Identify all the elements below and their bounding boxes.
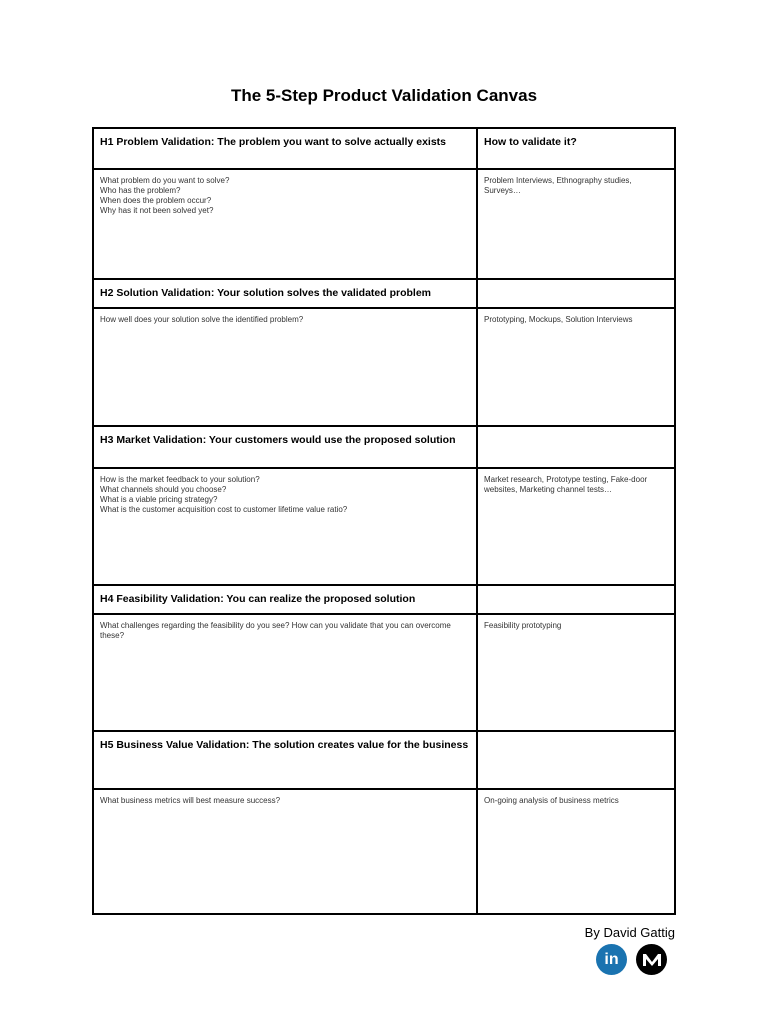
validation-methods: Prototyping, Mockups, Solution Interviews xyxy=(477,308,675,426)
section-header-row xyxy=(93,279,675,308)
section-heading: H5 Business Value Validation: The solution creates value for the business xyxy=(93,731,477,789)
section-heading: H3 Market Validation: Your customers would use the proposed solution xyxy=(93,426,477,468)
section-heading: H1 Problem Validation: The problem you want to solve actually exists xyxy=(93,128,477,169)
method-heading xyxy=(477,585,675,614)
section-body-row xyxy=(93,468,675,585)
validation-methods: Market research, Prototype testing, Fake-door websites, Marketing channel tests… xyxy=(477,468,675,585)
guiding-questions: How is the market feedback to your solution? What channels should you choose? What is a viable pricing strategy? What is the customer acquisition cost to customer lifetime value ratio? xyxy=(93,468,477,585)
linkedin-icon[interactable]: in xyxy=(596,944,627,975)
section-heading: H4 Feasibility Validation: You can realize the proposed solution xyxy=(93,585,477,614)
method-heading xyxy=(477,731,675,789)
section-body-row xyxy=(93,614,675,731)
section-header-row xyxy=(93,128,675,169)
method-heading: How to validate it? xyxy=(477,128,675,169)
validation-methods: On-going analysis of business metrics xyxy=(477,789,675,914)
validation-canvas-table xyxy=(92,127,676,915)
medium-icon[interactable] xyxy=(636,944,667,975)
validation-methods: Problem Interviews, Ethnography studies, Surveys… xyxy=(477,169,675,279)
guiding-questions: What business metrics will best measure success? xyxy=(93,789,477,914)
page-title: The 5-Step Product Validation Canvas xyxy=(230,86,538,105)
section-header-row xyxy=(93,585,675,614)
guiding-questions: How well does your solution solve the identified problem? xyxy=(93,308,477,426)
method-heading xyxy=(477,426,675,468)
section-body-row xyxy=(93,789,675,914)
section-body-row xyxy=(93,169,675,279)
guiding-questions: What challenges regarding the feasibility do you see? How can you validate that you can overcome these? xyxy=(93,614,477,731)
section-heading: H2 Solution Validation: Your solution solves the validated problem xyxy=(93,279,477,308)
section-body-row xyxy=(93,308,675,426)
section-header-row xyxy=(93,426,675,468)
guiding-questions: What problem do you want to solve? Who has the problem? When does the problem occur? Why has it not been solved yet? xyxy=(93,169,477,279)
method-heading xyxy=(477,279,675,308)
section-header-row xyxy=(93,731,675,789)
author-credit: By David Gattig xyxy=(584,925,675,940)
validation-methods: Feasibility prototyping xyxy=(477,614,675,731)
